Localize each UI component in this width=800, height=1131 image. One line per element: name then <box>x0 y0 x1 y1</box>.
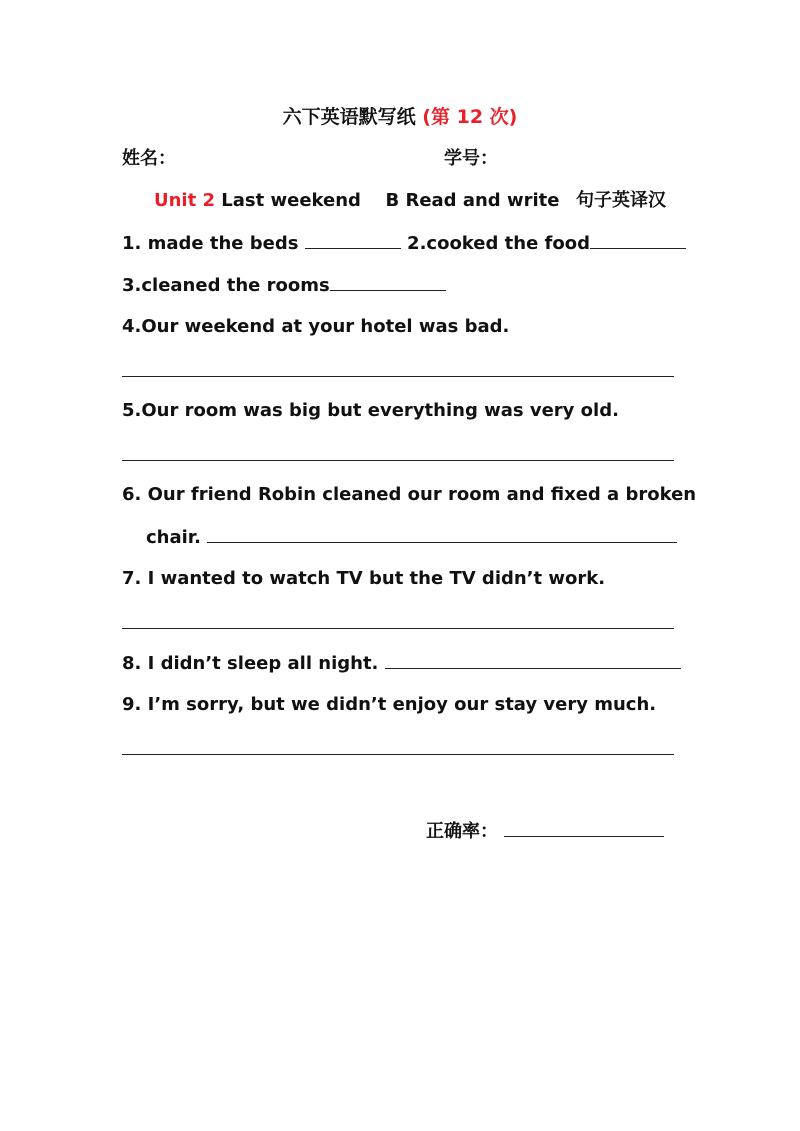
task-label: 句子英译汉 <box>576 190 666 211</box>
item-6-tail: chair. <box>146 527 201 548</box>
worksheet-title <box>0 104 800 130</box>
item-5: 5.Our room was big but everything was very old. <box>122 400 619 421</box>
answer-blank-6[interactable] <box>207 524 677 543</box>
accuracy-blank[interactable] <box>504 818 664 837</box>
item-6-continued <box>146 524 677 551</box>
item-row-3 <box>122 272 446 299</box>
answer-blank-3[interactable] <box>330 272 446 291</box>
item-3: 3.cleaned the rooms <box>122 275 330 296</box>
name-label: 姓名： <box>122 148 176 169</box>
student-number-label: 学号： <box>444 148 498 169</box>
title-main: 六下英语默写纸 <box>282 106 416 128</box>
item-1: 1. made the beds <box>122 233 299 254</box>
answer-blank-1[interactable] <box>305 230 401 249</box>
answer-line-5[interactable] <box>122 460 674 461</box>
title-session: (第 12 次) <box>422 106 518 128</box>
item-row-8 <box>122 650 681 677</box>
item-4: 4.Our weekend at your hotel was bad. <box>122 316 510 337</box>
item-row-1-2 <box>122 230 686 257</box>
unit-label: Unit 2 <box>154 190 215 211</box>
accuracy-label: 正确率： <box>426 821 498 842</box>
lesson-title: Last weekend <box>221 190 361 211</box>
section-title: B Read and write <box>385 190 560 211</box>
item-6: 6. Our friend Robin cleaned our room and fixed a broken <box>122 484 697 505</box>
answer-line-7[interactable] <box>122 628 674 629</box>
item-8: 8. I didn’t sleep all night. <box>122 653 379 674</box>
answer-line-4[interactable] <box>122 376 674 377</box>
accuracy-row <box>426 818 664 845</box>
item-2: 2.cooked the food <box>407 233 590 254</box>
unit-heading <box>154 188 666 214</box>
item-9: 9. I’m sorry, but we didn’t enjoy our stay very much. <box>122 694 657 715</box>
answer-blank-8[interactable] <box>385 650 681 669</box>
item-7: 7. I wanted to watch TV but the TV didn’t work. <box>122 568 606 589</box>
answer-line-9[interactable] <box>122 754 674 755</box>
answer-blank-2[interactable] <box>590 230 686 249</box>
